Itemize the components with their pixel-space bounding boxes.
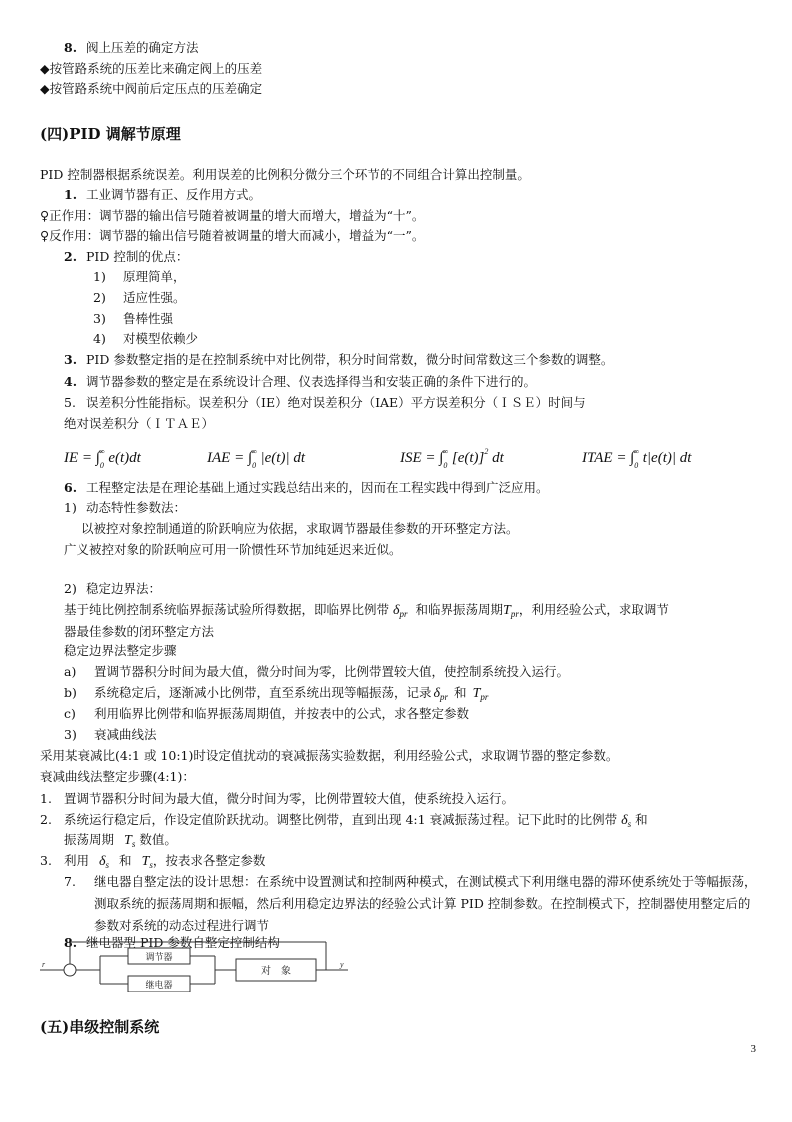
- text-part: 利用: [64, 853, 90, 868]
- item-number: 1.: [64, 187, 78, 202]
- item-number: 8.: [64, 935, 78, 950]
- section-heading: (五)串级控制系统: [40, 1018, 160, 1036]
- step-label: a): [64, 664, 77, 679]
- steps-title: 衰减曲线法整定步骤(4:1)：: [40, 769, 195, 784]
- item-number: 7.: [64, 874, 76, 889]
- negative-action: ♀反作用：调节器的输出信号随着被调量的增大而减小，增益为“一”。: [40, 228, 425, 243]
- step-text: 置调节器积分时间为最大值，微分时间为零，比例带置较大值，使系统投入运行。: [64, 791, 515, 806]
- method-description: 基于纯比例控制系统临界振荡试验所得数据，即临界比例带 $\delta_{pr}$ 和临界振荡周期$T_{pr}$，利用经验公式，求取调节: [64, 602, 669, 619]
- relay-autotune-diagram: [40, 934, 352, 992]
- item-text: PID 控制的优点：: [86, 249, 189, 264]
- and-text: 和: [119, 853, 132, 868]
- sub-text: 原理简单，: [123, 269, 186, 284]
- text-part: 振荡周期: [64, 832, 115, 847]
- step-text: 置调节器积分时间为最大值，微分时间为零，比例带置较大值，使控制系统投入运行。: [94, 664, 570, 679]
- list-item: [64, 480, 549, 496]
- list-item: [64, 374, 536, 390]
- formula-lhs: IAE: [207, 450, 231, 466]
- bullet-line: ◆按管路系统的压差比来确定阀上的压差: [40, 61, 263, 76]
- step-item: [40, 791, 514, 807]
- item-continuation: 绝对误差积分（ＩＴＡＥ）: [64, 416, 215, 431]
- item-text: 阀上压差的确定方法: [86, 40, 199, 55]
- step-continuation: 振荡周期 $T_s$ 数值。: [64, 832, 177, 849]
- text-part: 基于纯比例控制系统临界振荡试验所得数据，即临界比例带: [64, 602, 390, 617]
- regulator-label: 调节器: [145, 952, 173, 962]
- formula-lhs: ISE: [400, 450, 422, 466]
- sub-text: 适应性强。: [123, 290, 186, 305]
- sub-item: [93, 331, 198, 347]
- method-description: 以被控对象控制通道的阶跃响应为依据，求取调节器最佳参数的开环整定方法。: [81, 521, 519, 536]
- step-label: b): [64, 685, 77, 700]
- sub-number: 1): [93, 269, 106, 284]
- list-item-text: 继电器自整定法的设计思想：在系统中设置测试和控制两种模式，在测试模式下利用继电器的滞环使系统处于等幅振荡，测取系统的振荡周期和振幅，然后利用稳定边界法的经验公式计算 PID 控制参数。在控制模式下，控制器使用整定后的参数对系统的动态过程进行调节: [94, 874, 757, 933]
- sub-text: 稳定边界法：: [86, 581, 162, 596]
- step-text: 系统运行稳定后，作设定值阶跃扰动。调整比例带，直到出现 4:1 衰减振荡过程。记下此时的比例带: [64, 812, 618, 827]
- item-text: 工程整定法是在理论基础上通过实践总结出来的，因而在工程实践中得到广泛应用。: [86, 480, 549, 495]
- sub-heading: [64, 727, 157, 743]
- list-item: [64, 187, 261, 203]
- list-item: [64, 352, 613, 368]
- item-8-top: [64, 40, 199, 56]
- and-text: 和: [635, 812, 648, 827]
- formula-ie: IE = $\int_0^\infty$ e(t)dt: [64, 447, 141, 470]
- step-text: 系统稳定后，逐渐减小比例带，直至系统出现等幅振荡，记录: [94, 685, 432, 700]
- page-number: 3: [750, 1043, 756, 1055]
- sub-number: 4): [93, 331, 106, 346]
- intro-paragraph: PID 控制器根据系统误差。利用误差的比例积分微分三个环节的不同组合计算出控制量。: [40, 167, 530, 182]
- sub-item: [93, 269, 186, 285]
- step-label: 2.: [40, 812, 52, 827]
- sub-text: 鲁棒性强: [123, 311, 174, 326]
- formula-ise: ISE = $\int_0^\infty$ $[e(t)]^2$ dt: [400, 447, 504, 470]
- sub-number: 3): [93, 311, 106, 326]
- sub-number: 2): [64, 581, 77, 596]
- text-part: ，利用经验公式，求取调节: [518, 602, 669, 617]
- method-description: 器最佳参数的闭环整定方法: [64, 624, 215, 639]
- step-item: [64, 664, 569, 680]
- method-description: 广义被控对象的阶跃响应可用一阶惯性环节加纯延迟来近似。: [64, 542, 402, 557]
- item-number: 6.: [64, 480, 78, 495]
- step-label: c): [64, 706, 76, 721]
- item-number: 8.: [64, 40, 78, 55]
- list-item-number: [64, 874, 86, 890]
- item-text: PID 参数整定指的是在控制系统中对比例带，积分时间常数，微分时间常数这三个参数的调整。: [86, 352, 614, 367]
- item-text: 工业调节器有正、反作用方式。: [86, 187, 262, 202]
- positive-action: ♀正作用：调节器的输出信号随着被调量的增大而增大，增益为“十”。: [40, 208, 425, 223]
- item-text: 继电器型 PID 参数自整定控制结构: [86, 935, 280, 950]
- step-item: [64, 706, 469, 722]
- step-item: 3. 利用 $\delta_s$ 和 $T_s$，按表求各整定参数: [40, 853, 266, 870]
- step-text: 利用临界比例带和临界振荡周期值，并按表中的公式，求各整定参数: [94, 706, 470, 721]
- step-label: 1.: [40, 791, 52, 806]
- step-item: 2. 系统运行稳定后，作设定值阶跃扰动。调整比例带，直到出现 4:1 衰减振荡过程。记下此时的比例带 $\delta_s$ 和: [40, 812, 648, 829]
- formula-lhs: IE: [64, 450, 79, 466]
- sub-number: 2): [93, 290, 106, 305]
- sub-heading: [64, 581, 161, 597]
- object-label: 对 象: [261, 966, 291, 977]
- input-label: r: [42, 960, 46, 969]
- sub-number: 1): [64, 500, 77, 515]
- sub-text: 衰减曲线法: [94, 727, 157, 742]
- formula-itae: ITAE = $\int_0^\infty$ t|e(t)| dt: [582, 447, 692, 470]
- item-number: 4.: [64, 374, 78, 389]
- item-text: 误差积分性能指标。误差积分（IE）绝对误差积分（IAE）平方误差积分（ＩＳＥ）时间与: [86, 395, 586, 410]
- formula-lhs: ITAE: [582, 450, 613, 466]
- output-label: y: [340, 960, 344, 969]
- sub-number: 3): [64, 727, 77, 742]
- item-number: 3.: [64, 352, 78, 367]
- and-text: 和: [454, 685, 467, 700]
- section-heading: (四)PID 调解节原理: [40, 125, 181, 143]
- step-label: 3.: [40, 853, 52, 868]
- steps-title: 稳定边界法整定步骤: [64, 643, 177, 658]
- sub-text: 动态特性参数法：: [86, 500, 187, 515]
- sub-heading: [64, 500, 186, 516]
- sub-text: 对模型依赖少: [123, 331, 199, 346]
- list-item: [64, 395, 586, 411]
- relay-label: 继电器: [145, 980, 173, 990]
- formula-iae: IAE = $\int_0^\infty$ |e(t)| dt: [207, 447, 305, 470]
- item-text: 调节器参数的整定是在系统设计合理、仪表选择得当和安装正确的条件下进行的。: [86, 374, 537, 389]
- step-item: b) 系统稳定后，逐渐减小比例带，直至系统出现等幅振荡，记录 $\delta_{pr}$ 和 $T_{pr}$: [64, 685, 489, 702]
- bullet-line: ◆按管路系统中阀前后定压点的压差确定: [40, 81, 263, 96]
- item-number: 2.: [64, 249, 78, 264]
- text-part: ，按表求各整定参数: [152, 853, 266, 868]
- sub-item: [93, 311, 173, 327]
- method-description: 采用某衰减比(4:1 或 10:1)时设定值扰动的衰减振荡实验数据，利用经验公式，求取调节器的整定参数。: [40, 748, 619, 763]
- item-number: 5.: [64, 395, 76, 410]
- text-part: 数值。: [139, 832, 177, 847]
- sub-item: [93, 290, 186, 306]
- text-part: 和临界振荡周期: [415, 602, 504, 617]
- list-item: [64, 249, 188, 265]
